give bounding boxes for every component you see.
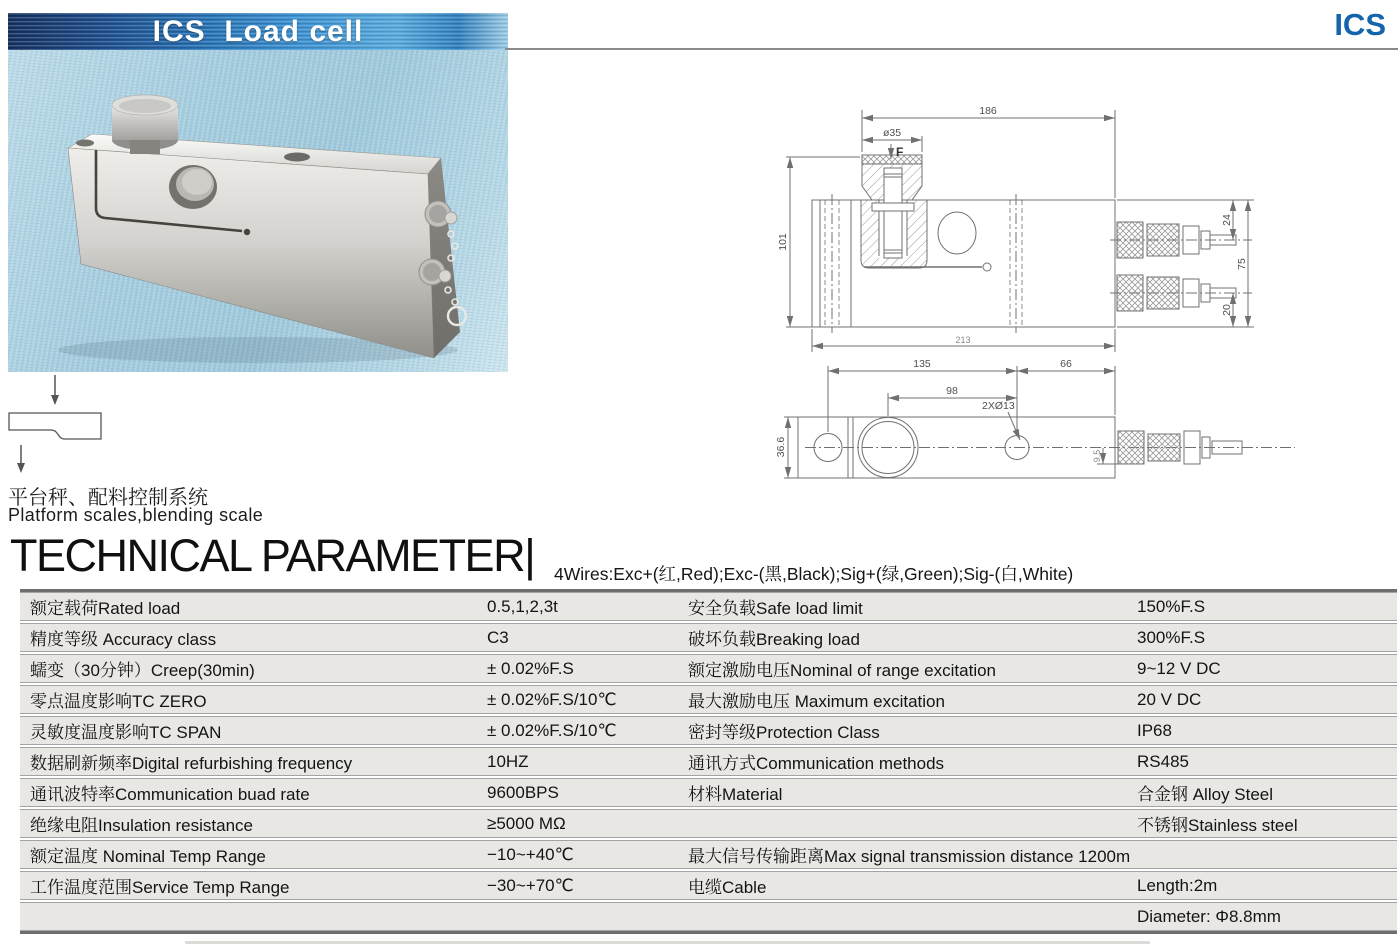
header-banner [8,13,508,50]
table-row [20,778,1397,807]
param-label: 通讯波特率Communication buad rate [30,785,310,804]
force-label: F [896,145,904,159]
param-label: 电缆Cable [688,878,767,897]
param-value: C3 [487,627,509,647]
param-value: ± 0.02%F.S/10℃ [487,720,617,740]
dim-66: 66 [1060,358,1072,370]
table-row [20,685,1397,714]
dim-135: 135 [913,358,931,370]
dim-213: 213 [955,335,971,345]
section-title: TECHNICAL PARAMETER| [10,530,535,581]
top-thread-hole [284,153,310,162]
param-label: 安全负载Safe load limit [688,599,863,618]
dim-9-5: 9.5 [1092,449,1102,463]
hole-callout: 2XØ13 [982,400,1015,412]
header-divider [505,48,1398,50]
param-value: 不锈钢Stainless steel [1137,816,1298,835]
param-value: RS485 [1137,751,1189,771]
top-view-drawing [775,358,1295,478]
param-label: 额定载荷Rated load [30,599,181,618]
page-bottom-cutoff [185,941,1150,944]
param-value: ± 0.02%F.S [487,658,574,678]
param-value: 10HZ [487,751,529,771]
param-value: ≥5000 MΩ [487,813,566,833]
beam-profile-icon [9,413,101,439]
application-caption-en: Platform scales,blending scale [8,505,264,525]
dim-phi35: ø35 [882,127,902,139]
table-row [20,623,1397,652]
product-photo [8,50,508,372]
left-mount-hole [76,140,94,147]
param-value: ± 0.02%F.S/10℃ [487,689,617,709]
mounting-schematic [8,375,118,475]
param-value: 150%F.S [1137,596,1206,616]
param-value: −30~+70℃ [487,875,574,895]
param-label: 零点温度影响TC ZERO [30,692,207,711]
page-title: ICS Load cell [152,14,364,48]
param-value: −10~+40℃ [487,844,574,864]
param-label: 数据刷新频率Digital refurbishing frequency [30,754,353,773]
table-row [20,902,1397,931]
table-row [20,809,1397,838]
technical-drawings [760,60,1400,500]
parameter-table [20,589,1397,934]
param-label: 精度等级 Accuracy class [30,630,217,649]
dim-75: 75 [1236,258,1248,270]
button-stem [130,138,160,154]
param-label: 额定激励电压Nominal of range excitation [688,661,997,680]
param-value: 0.5,1,2,3t [487,596,558,616]
load-cell-front-face [68,148,434,358]
front-hole-inner [182,169,212,195]
application-caption-cn: 平台秤、配料控制系统 [8,487,208,509]
param-label: 破坏负载Breaking load [688,630,860,649]
side-view-drawing [777,105,1254,352]
dim-36-6: 36.6 [775,436,787,458]
param-label: 密封等级Protection Class [688,723,880,742]
table-row [20,716,1397,745]
dim-101: 101 [777,233,789,251]
table-row [20,840,1397,869]
param-value: Diameter: Φ8.8mm [1137,906,1281,926]
param-label: 通讯方式Communication methods [688,754,945,773]
param-value: Length:2m [1137,875,1218,895]
cable-connector-1 [425,201,457,227]
param-value: IP68 [1137,720,1172,740]
param-label: 绝缘电阻Insulation resistance [30,816,253,835]
dim-186: 186 [979,105,997,117]
param-label: 最大激励电压 Maximum excitation [688,692,945,711]
dim-20: 20 [1221,304,1233,316]
load-arrow-bottom-head [17,463,25,473]
button-knurl [862,155,922,164]
dim-24: 24 [1221,214,1233,226]
slot-end-bulb [983,263,991,271]
table-row [20,747,1397,776]
param-label: 灵敏度温度影响TC SPAN [30,723,222,742]
dim-98: 98 [946,385,958,397]
load-button-top-inner [119,99,171,113]
side-connector-1 [1110,222,1252,258]
param-label: 最大信号传输距离Max signal transmission distance 1200m [688,847,1131,866]
load-arrow-top-head [51,395,59,405]
wiring-note: 4Wires:Exc+(红,Red);Exc-(黑,Black);Sig+(绿,Green);Sig-(白,White) [554,564,1074,584]
slot-end [244,229,250,235]
param-value: 合金钢 Alloy Steel [1137,785,1274,804]
param-label: 工作温度范围Service Temp Range [30,878,290,897]
side-view-hole [938,212,976,254]
table-row [20,654,1397,683]
param-value: 20 V DC [1137,689,1202,709]
param-label: 额定温度 Nominal Temp Range [30,847,266,866]
table-row [20,592,1397,621]
param-label: 蠕变（30分钟）Creep(30min) [30,661,255,680]
brand-logo: ICS [1334,7,1386,42]
param-label: 材料Material [688,785,783,804]
bolt [884,168,902,258]
load-cell-photo-illustration [8,50,508,372]
param-value: 300%F.S [1137,627,1206,647]
table-row [20,871,1397,900]
param-value: 9600BPS [487,782,559,802]
param-value: 9~12 V DC [1137,658,1221,678]
